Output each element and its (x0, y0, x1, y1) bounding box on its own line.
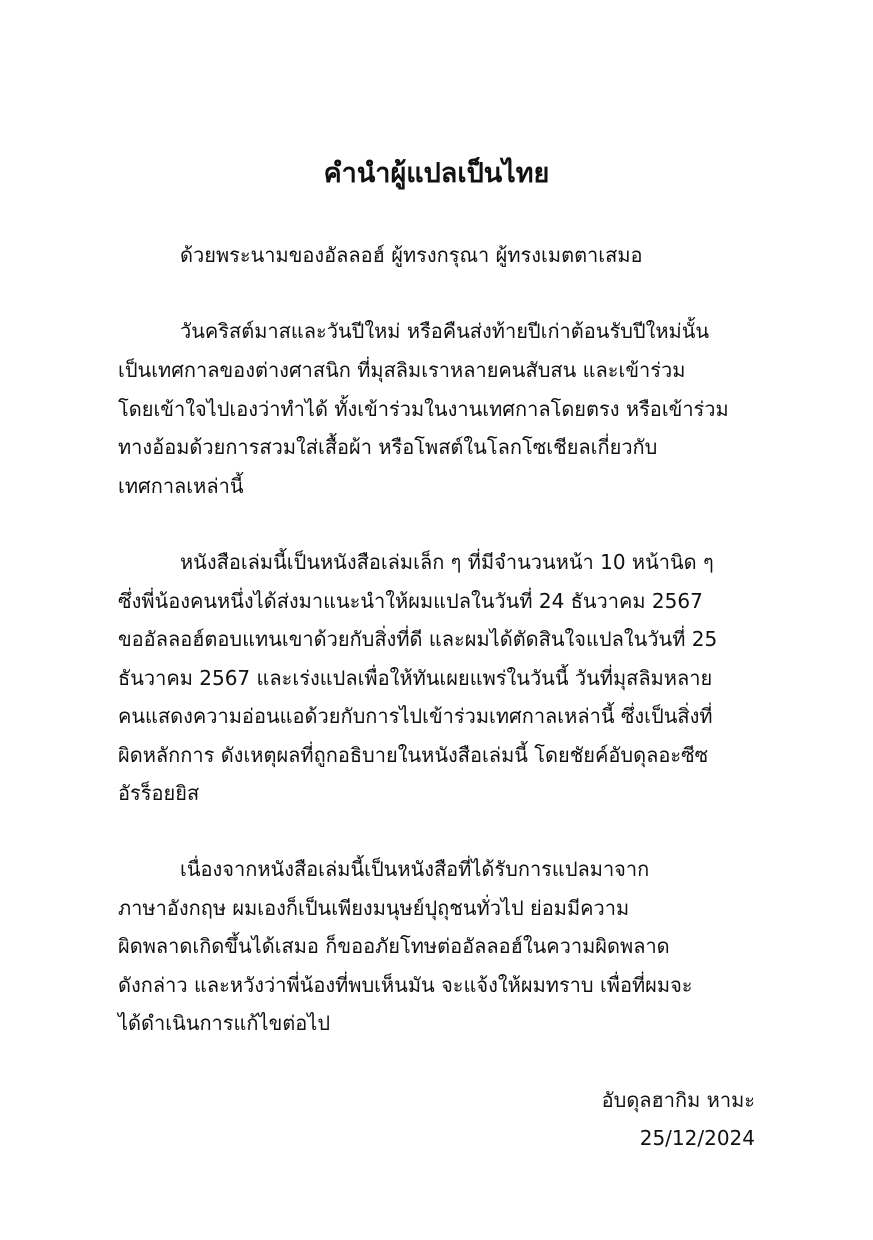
paragraph-line: เป็นเทศกาลของต่างศาสนิก ที่มุสลิมเราหลายคนสับสน และเข้าร่วม (118, 358, 686, 382)
paragraph-line: ผิดพลาดเกิดขึ้นได้เสมอ ก็ขออภัยโทษต่ออัลลอฮ์ในความผิดพลาด (118, 934, 670, 958)
page-title: คำนำผู้แปลเป็นไทย (323, 158, 550, 189)
paragraph-line: ผิดหลักการ ดังเหตุผลที่ถูกอธิบายในหนังสือเล่มนี้ โดยชัยค์อับดุลอะซีซ (118, 743, 709, 767)
paragraph-line: เนื่องจากหนังสือเล่มนี้เป็นหนังสือที่ได้รับการแปลมาจาก (180, 857, 650, 881)
paragraph-line: วันคริสต์มาสและวันปีใหม่ หรือคืนส่งท้ายปีเก่าต้อนรับปีใหม่นั้น (180, 319, 710, 343)
opening-invocation: ด้วยพระนามของอัลลอฮ์ ผู้ทรงกรุณา ผู้ทรงเมตตาเสมอ (180, 243, 643, 267)
signature-date: 25/12/2024 (639, 1126, 755, 1150)
paragraph-line: ดังกล่าว และหวังว่าพี่น้องที่พบเห็นมัน จะแจ้งให้ผมทราบ เพื่อที่ผมจะ (118, 973, 693, 997)
paragraph-line: คนแสดงความอ่อนแอด้วยกับการไปเข้าร่วมเทศกาลเหล่านี้ ซึ่งเป็นสิ่งที่ (118, 704, 713, 728)
paragraph-line: ได้ดำเนินการแก้ไขต่อไป (118, 1011, 331, 1035)
paragraph-line: ทางอ้อมด้วยการสวมใส่เสื้อผ้า หรือโพสต์ในโลกโซเชียลเกี่ยวกับ (118, 435, 658, 459)
paragraph-line: เทศกาลเหล่านี้ (118, 474, 244, 498)
paragraph-line: ซึ่งพี่น้องคนหนึ่งได้ส่งมาแนะนำให้ผมแปลในวันที่ 24 ธันวาคม 2567 (118, 589, 703, 613)
paragraph-line: ภาษาอังกฤษ ผมเองก็เป็นเพียงมนุษย์ปุถุชนทั่วไป ย่อมมีความ (118, 896, 630, 920)
paragraph-line: หนังสือเล่มนี้เป็นหนังสือเล่มเล็ก ๆ ที่มีจำนวนหน้า 10 หน้านิด ๆ (180, 550, 714, 574)
signature-name: อับดุลฮากิม หามะ (601, 1088, 755, 1112)
paragraph-line: ธันวาคม 2567 และเร่งแปลเพื่อให้ทันเผยแพร่ในวันนี้ วันที่มุสลิมหลาย (118, 666, 713, 690)
paragraph-line: อัรร็อยยิส (118, 781, 200, 805)
paragraph-line: ขออัลลอฮ์ตอบแทนเขาด้วยกับสิ่งที่ดี และผมได้ตัดสินใจแปลในวันที่ 25 (118, 627, 718, 651)
paragraph-line: โดยเข้าใจไปเองว่าทำได้ ทั้งเข้าร่วมในงานเทศกาลโดยตรง หรือเข้าร่วม (118, 397, 729, 421)
